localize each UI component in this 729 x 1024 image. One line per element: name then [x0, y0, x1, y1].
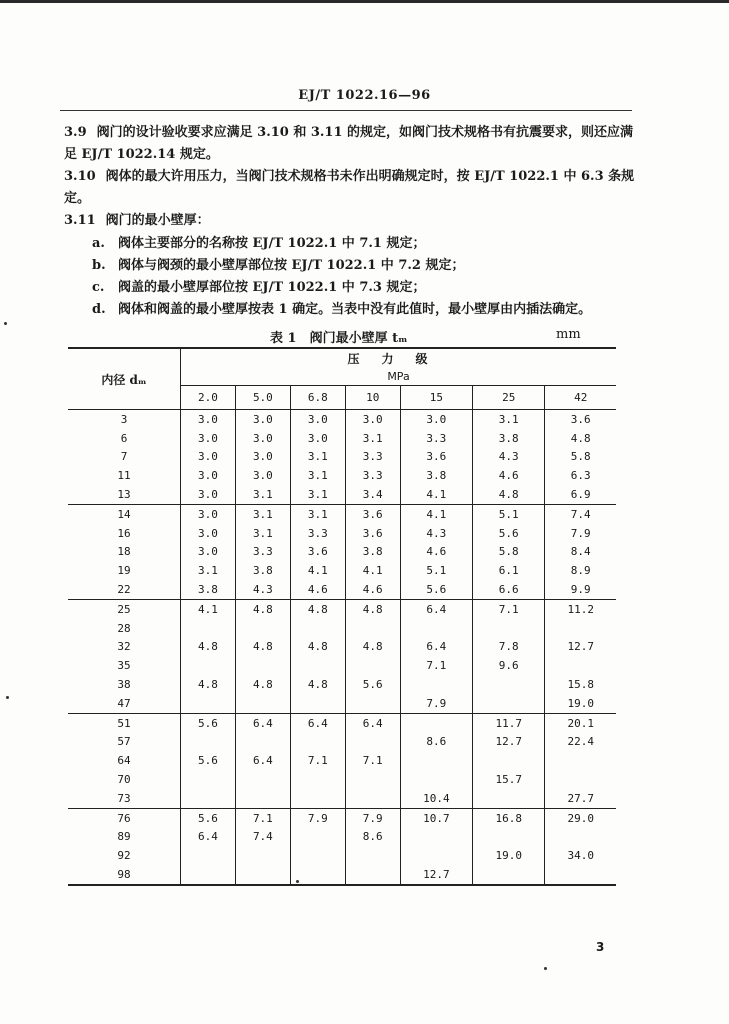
thickness-cell [545, 828, 616, 847]
thickness-cell [473, 751, 545, 770]
thickness-cell: 4.8 [345, 638, 400, 657]
thickness-cell: 3.8 [400, 466, 472, 485]
inner-diameter-cell: 76 [68, 808, 181, 827]
table-row [68, 751, 616, 770]
thickness-cell [290, 846, 345, 865]
table-row [68, 865, 616, 885]
thickness-cell [181, 619, 236, 638]
thickness-cell [400, 770, 472, 789]
item-text: 阀体与阀颈的最小壁厚部位按 EJ/T 1022.1 中 7.2 规定； [118, 258, 465, 273]
table-row [68, 713, 616, 732]
thickness-cell [345, 865, 400, 885]
thickness-cell [181, 846, 236, 865]
inner-diameter-cell: 57 [68, 733, 181, 752]
thickness-cell: 6.4 [400, 638, 472, 657]
thickness-cell: 5.6 [181, 751, 236, 770]
clause-number: 3.9 [64, 125, 87, 140]
thickness-cell [181, 770, 236, 789]
thickness-cell: 6.4 [290, 713, 345, 732]
thickness-cell [545, 656, 616, 675]
thickness-cell: 5.8 [570, 450, 591, 464]
thickness-cell [235, 733, 290, 752]
inner-diameter-cell: 18 [68, 543, 181, 562]
inner-diameter-cell: 7 [68, 448, 181, 467]
thickness-cell: 4.8 [290, 675, 345, 694]
thickness-cell: 7.9 [290, 808, 345, 827]
thickness-cell: 3.8 [181, 580, 236, 599]
table-row [68, 846, 616, 865]
inner-diameter-cell: 3 [68, 410, 181, 429]
thickness-cell: 7.4 [235, 828, 290, 847]
table-title: 表 1 阀门最小壁厚 tₘ [270, 331, 408, 346]
table-row [68, 561, 616, 580]
header-divider [60, 110, 632, 111]
pressure-column-header: 25 [473, 386, 545, 410]
clause-number: 3.10 [64, 169, 96, 184]
thickness-cell: 3.0 [181, 466, 236, 485]
scan-speck [6, 696, 9, 699]
thickness-cell: 8.6 [400, 733, 472, 752]
thickness-cell: 3.6 [345, 524, 400, 543]
thickness-cell [235, 619, 290, 638]
pressure-unit: MPa [181, 367, 617, 386]
thickness-cell: 9.6 [473, 656, 545, 675]
inner-diameter-cell: 92 [68, 846, 181, 865]
table-row [68, 580, 616, 599]
table-row [68, 448, 616, 467]
thickness-cell [473, 789, 545, 808]
inner-diameter-cell: 6 [68, 429, 181, 448]
thickness-cell: 6.4 [345, 713, 400, 732]
thickness-cell [545, 619, 616, 638]
thickness-cell: 12.7 [567, 640, 594, 654]
thickness-cell: 6.9 [545, 485, 616, 504]
scan-speck [4, 322, 7, 325]
thickness-cell: 19.0 [473, 846, 545, 865]
thickness-cell: 5.6 [181, 808, 236, 827]
thickness-cell [345, 656, 400, 675]
inner-diameter-cell: 64 [68, 751, 181, 770]
thickness-cell: 7.1 [235, 808, 290, 827]
list-item-a [92, 234, 640, 254]
thickness-cell [235, 770, 290, 789]
inner-diameter-cell: 13 [68, 485, 181, 504]
thickness-cell: 3.3 [345, 466, 400, 485]
thickness-cell [181, 733, 236, 752]
inner-diameter-cell: 73 [68, 789, 181, 808]
thickness-cell [290, 619, 345, 638]
thickness-cell [290, 694, 345, 713]
thickness-cell: 4.8 [235, 675, 290, 694]
list-item-c [92, 278, 640, 298]
thickness-cell: 3.8 [235, 561, 290, 580]
table-unit: mm [556, 327, 581, 342]
thickness-cell: 6.4 [235, 713, 290, 732]
thickness-cell [290, 789, 345, 808]
item-text: 阀体主要部分的名称按 EJ/T 1022.1 中 7.1 规定； [118, 236, 426, 251]
thickness-cell [545, 770, 616, 789]
table-row [68, 466, 616, 485]
page-top-edge [0, 0, 729, 3]
table-row [68, 789, 616, 808]
thickness-cell: 5.6 [345, 675, 400, 694]
clause-text: 阀门的最小壁厚： [105, 213, 210, 228]
thickness-cell: 5.1 [400, 561, 472, 580]
thickness-cell: 7.1 [290, 751, 345, 770]
pressure-column-header: 42 [545, 386, 616, 410]
thickness-cell: 16.8 [473, 808, 545, 827]
thickness-cell [181, 789, 236, 808]
thickness-cell: 12.7 [400, 865, 472, 885]
thickness-cell: 3.0 [181, 410, 236, 429]
clause-3-9 [64, 122, 636, 166]
thickness-cell [473, 865, 545, 885]
inner-diameter-cell: 35 [68, 656, 181, 675]
table-row [68, 733, 616, 752]
thickness-cell: 4.8 [290, 599, 345, 618]
pressure-column-header: 6.8 [290, 386, 345, 410]
table-row [68, 410, 616, 429]
thickness-cell: 12.7 [473, 733, 545, 752]
thickness-cell: 4.8 [570, 431, 591, 445]
thickness-cell: 6.6 [473, 580, 545, 599]
thickness-cell: 3.0 [235, 429, 290, 448]
min-wall-thickness-table [68, 347, 616, 886]
thickness-cell: 22.4 [567, 735, 594, 749]
inner-diameter-cell: 14 [68, 504, 181, 523]
thickness-cell [345, 694, 400, 713]
thickness-cell: 4.8 [181, 675, 236, 694]
thickness-cell: 3.8 [345, 543, 400, 562]
thickness-cell: 3.0 [181, 524, 236, 543]
thickness-cell: 7.9 [345, 808, 400, 827]
thickness-cell: 3.4 [345, 485, 400, 504]
clause-number: 3.11 [64, 213, 96, 228]
inner-diameter-cell: 22 [68, 580, 181, 599]
document-header: EJ/T 1022.16—96 [298, 88, 431, 103]
thickness-cell: 9.9 [545, 580, 616, 599]
thickness-cell: 8.9 [570, 564, 591, 578]
thickness-cell: 6.4 [400, 599, 472, 618]
thickness-cell: 11.2 [567, 602, 594, 616]
thickness-cell: 10.4 [400, 789, 472, 808]
thickness-cell: 3.3 [235, 543, 290, 562]
list-item-d [92, 300, 640, 320]
table-row [68, 770, 616, 789]
thickness-cell: 15.7 [473, 770, 545, 789]
thickness-cell: 3.6 [400, 448, 472, 467]
thickness-cell [290, 733, 345, 752]
thickness-cell: 3.0 [181, 429, 236, 448]
thickness-cell: 3.1 [235, 524, 290, 543]
inner-diameter-cell: 47 [68, 694, 181, 713]
pressure-class-header: 压力级 [347, 351, 450, 366]
item-text: 阀体和阀盖的最小壁厚按表 1 确定。当表中没有此值时，最小壁厚由内插法确定。 [118, 302, 592, 317]
item-label: c. [92, 280, 105, 295]
thickness-cell: 3.0 [181, 485, 236, 504]
thickness-cell: 5.8 [473, 543, 545, 562]
thickness-cell: 6.3 [570, 469, 591, 483]
thickness-cell: 20.1 [567, 716, 594, 730]
thickness-cell: 3.6 [345, 504, 400, 523]
thickness-cell: 3.0 [290, 429, 345, 448]
thickness-cell: 4.6 [473, 466, 545, 485]
table-row [68, 619, 616, 638]
clause-3-10 [64, 166, 636, 210]
table-row [68, 656, 616, 675]
thickness-cell [181, 656, 236, 675]
thickness-cell [345, 619, 400, 638]
table-row [68, 429, 616, 448]
thickness-cell: 4.1 [181, 599, 236, 618]
thickness-cell [545, 751, 616, 770]
pressure-column-header: 10 [345, 386, 400, 410]
thickness-cell: 4.8 [235, 638, 290, 657]
pressure-column-header: 15 [400, 386, 472, 410]
thickness-cell: 3.1 [290, 485, 345, 504]
thickness-cell [400, 846, 472, 865]
thickness-cell [345, 770, 400, 789]
inner-diameter-cell: 19 [68, 561, 181, 580]
thickness-cell: 10.7 [400, 808, 472, 827]
thickness-cell: 4.8 [290, 638, 345, 657]
thickness-cell: 3.0 [290, 410, 345, 429]
thickness-cell: 4.1 [400, 485, 472, 504]
thickness-cell: 3.0 [181, 448, 236, 467]
thickness-cell [473, 619, 545, 638]
thickness-cell: 3.0 [181, 543, 236, 562]
table-row [68, 485, 616, 504]
thickness-cell: 3.1 [181, 561, 236, 580]
thickness-cell [400, 751, 472, 770]
thickness-cell: 27.7 [545, 789, 616, 808]
thickness-cell [290, 656, 345, 675]
inner-diameter-cell: 98 [68, 865, 181, 885]
table-row [68, 638, 616, 657]
scan-speck [544, 967, 547, 970]
thickness-cell: 3.1 [345, 429, 400, 448]
inner-diameter-cell: 25 [68, 599, 181, 618]
thickness-cell: 3.0 [235, 448, 290, 467]
thickness-cell: 3.1 [235, 485, 290, 504]
table-row [68, 828, 616, 847]
table-row [68, 808, 616, 827]
thickness-cell [290, 828, 345, 847]
thickness-cell: 4.1 [290, 561, 345, 580]
thickness-cell [345, 846, 400, 865]
thickness-cell: 7.1 [400, 656, 472, 675]
thickness-cell: 34.0 [567, 849, 594, 863]
thickness-cell: 4.3 [473, 448, 545, 467]
thickness-cell [473, 828, 545, 847]
thickness-cell: 7.9 [570, 526, 591, 540]
thickness-cell [345, 789, 400, 808]
scan-speck [296, 880, 299, 883]
thickness-cell: 4.8 [345, 599, 400, 618]
clause-text: 阀体的最大许用压力，当阀门技术规格书未作出明确规定时，按 EJ/T 1022.1 中 6.3 条规定。 [64, 169, 635, 206]
thickness-cell [545, 865, 616, 885]
thickness-cell: 3.8 [473, 429, 545, 448]
thickness-cell: 8.4 [570, 545, 591, 559]
thickness-cell: 3.0 [235, 466, 290, 485]
inner-diameter-cell: 32 [68, 638, 181, 657]
item-label: b. [92, 258, 106, 273]
thickness-cell: 4.3 [400, 524, 472, 543]
thickness-cell: 3.0 [235, 410, 290, 429]
thickness-cell: 3.0 [181, 504, 236, 523]
thickness-cell: 8.6 [345, 828, 400, 847]
list-item-b [92, 256, 640, 276]
clause-text: 阀门的设计验收要求应满足 3.10 和 3.11 的规定，如阀门技术规格书有抗震要求，则还应满足 EJ/T 1022.14 规定。 [64, 125, 634, 162]
table-row [68, 675, 616, 694]
item-label: d. [92, 302, 106, 317]
thickness-cell: 3.1 [290, 466, 345, 485]
thickness-cell: 4.6 [400, 543, 472, 562]
inner-diameter-cell: 89 [68, 828, 181, 847]
pressure-column-header: 5.0 [235, 386, 290, 410]
thickness-cell [290, 770, 345, 789]
thickness-cell [181, 694, 236, 713]
inner-diameter-cell: 16 [68, 524, 181, 543]
inner-diameter-cell: 70 [68, 770, 181, 789]
thickness-cell: 4.6 [290, 580, 345, 599]
thickness-cell: 7.1 [345, 751, 400, 770]
thickness-cell: 4.8 [235, 599, 290, 618]
thickness-cell: 4.8 [473, 485, 545, 504]
thickness-cell: 7.4 [570, 507, 591, 521]
thickness-cell: 15.8 [567, 678, 594, 692]
thickness-cell: 19.0 [545, 694, 616, 713]
item-label: a. [92, 236, 105, 251]
thickness-cell [235, 865, 290, 885]
thickness-cell [235, 846, 290, 865]
thickness-cell: 3.1 [290, 448, 345, 467]
thickness-cell [400, 619, 472, 638]
thickness-cell [400, 828, 472, 847]
thickness-cell: 3.3 [290, 524, 345, 543]
thickness-cell [400, 713, 472, 732]
thickness-cell: 5.6 [181, 713, 236, 732]
thickness-cell: 3.1 [473, 410, 545, 429]
thickness-cell: 6.4 [235, 751, 290, 770]
page-number: 3 [596, 940, 605, 954]
thickness-cell: 7.8 [473, 638, 545, 657]
table-row [68, 543, 616, 562]
thickness-cell: 3.3 [345, 448, 400, 467]
thickness-cell: 3.0 [345, 410, 400, 429]
inner-diameter-cell: 51 [68, 713, 181, 732]
thickness-cell: 29.0 [567, 811, 594, 825]
thickness-cell [235, 789, 290, 808]
inner-diameter-cell: 38 [68, 675, 181, 694]
table-row [68, 694, 616, 713]
thickness-cell: 3.1 [235, 504, 290, 523]
thickness-cell [235, 694, 290, 713]
thickness-cell: 4.3 [235, 580, 290, 599]
thickness-cell: 4.1 [400, 504, 472, 523]
thickness-cell: 3.3 [400, 429, 472, 448]
thickness-cell: 5.1 [473, 504, 545, 523]
item-text: 阀盖的最小壁厚部位按 EJ/T 1022.1 中 7.3 规定； [118, 280, 426, 295]
thickness-cell: 6.1 [473, 561, 545, 580]
clause-3-11 [64, 210, 636, 232]
pressure-column-header: 2.0 [181, 386, 236, 410]
thickness-cell: 5.6 [473, 524, 545, 543]
inner-diameter-cell: 28 [68, 619, 181, 638]
thickness-cell: 5.6 [400, 580, 472, 599]
row-header-inner-diameter: 内径 dₘ [68, 348, 181, 410]
thickness-cell: 3.6 [290, 543, 345, 562]
thickness-cell [235, 656, 290, 675]
table-row [68, 504, 616, 523]
thickness-cell: 11.7 [473, 713, 545, 732]
thickness-cell [400, 675, 472, 694]
table-row [68, 524, 616, 543]
thickness-cell: 6.4 [181, 828, 236, 847]
thickness-cell: 7.9 [400, 694, 472, 713]
thickness-cell [345, 733, 400, 752]
thickness-cell: 4.1 [345, 561, 400, 580]
thickness-cell [181, 865, 236, 885]
thickness-cell: 4.8 [181, 638, 236, 657]
thickness-cell: 3.1 [290, 504, 345, 523]
thickness-cell [473, 675, 545, 694]
thickness-cell: 3.0 [400, 410, 472, 429]
thickness-cell [473, 694, 545, 713]
thickness-cell: 7.1 [473, 599, 545, 618]
inner-diameter-cell: 11 [68, 466, 181, 485]
thickness-cell: 4.6 [345, 580, 400, 599]
table-row [68, 599, 616, 618]
thickness-cell: 3.6 [570, 412, 591, 426]
